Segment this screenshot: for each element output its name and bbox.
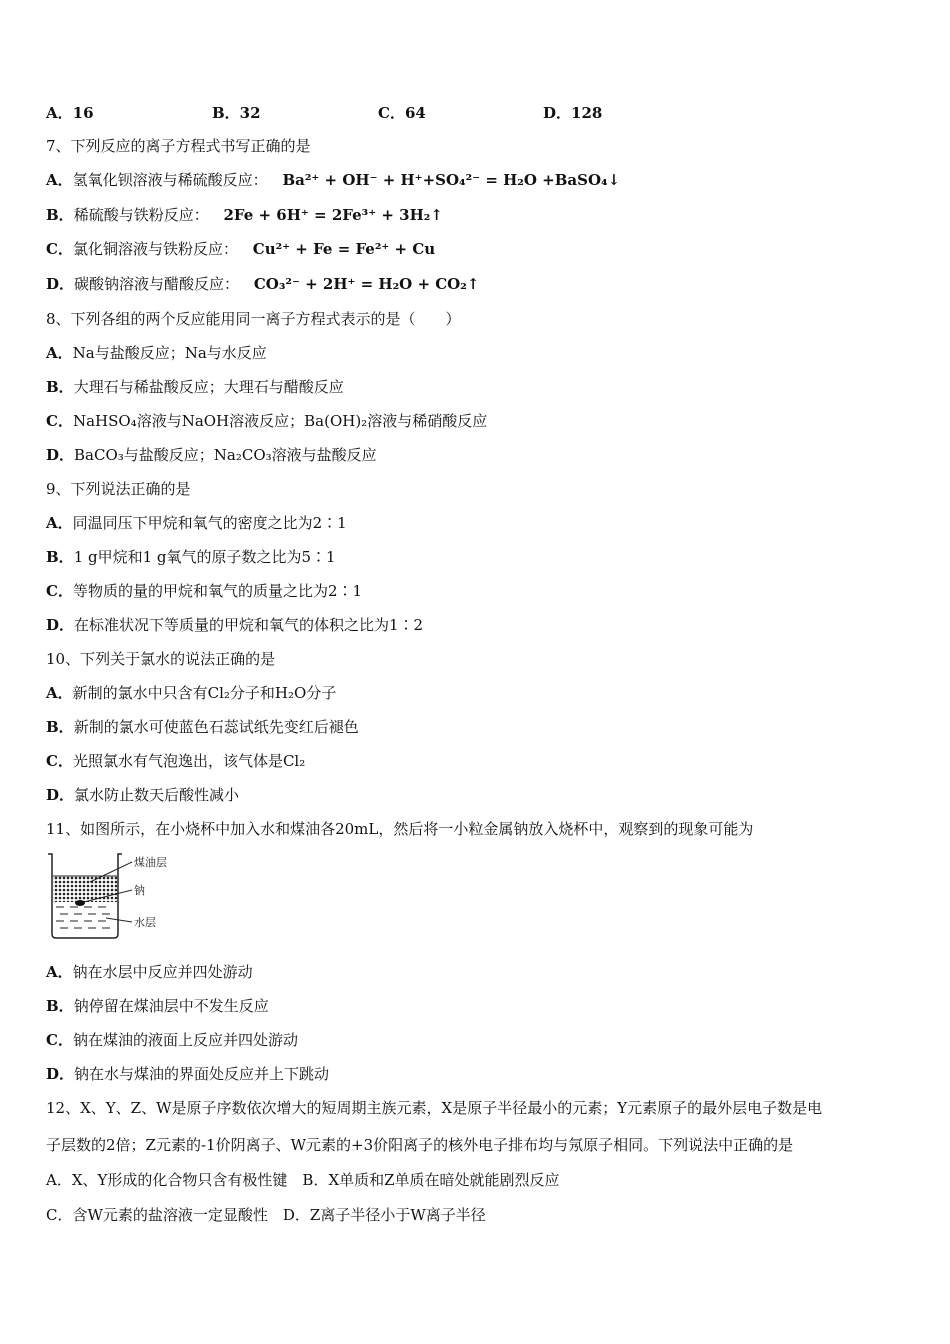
- option-text: 钠停留在煤油层中不发生反应: [73, 997, 269, 1015]
- q7-option-b: [46, 205, 443, 225]
- option-label: C．: [46, 412, 73, 430]
- option-label: B．: [46, 997, 74, 1015]
- option-label: B．: [46, 378, 74, 396]
- sodium-label: 钠: [134, 884, 145, 897]
- q8-stem: 8、下列各组的两个反应能用同一离子方程式表示的是（ ）: [46, 310, 461, 328]
- option-label: C．: [46, 1031, 73, 1049]
- q8-option-b: [46, 377, 344, 397]
- q11-option-d: [46, 1064, 329, 1084]
- q6-option-d: D．128: [543, 104, 603, 122]
- q8-option-c: [46, 411, 487, 431]
- option-label: D．: [46, 786, 75, 804]
- sodium-piece: [75, 900, 85, 906]
- option-text: 等物质的量的甲烷和氧气的质量之比为2∶1: [72, 582, 363, 600]
- q6-option-b: B．32: [212, 104, 261, 122]
- q7-option-a: [46, 170, 620, 190]
- option-text: NaHSO₄溶液与NaOH溶液反应；Ba(OH)₂溶液与稀硝酸反应: [72, 412, 488, 430]
- q6-option-a: A．16: [46, 104, 94, 122]
- option-text: 稀硫酸与铁粉反应：: [73, 206, 209, 224]
- water-label: 水层: [134, 916, 156, 929]
- option-label: A．: [46, 344, 73, 362]
- q7-stem: 7、下列反应的离子方程式书写正确的是: [46, 137, 311, 155]
- option-text: 钠在水层中反应并四处游动: [72, 963, 253, 981]
- q12-options-cd: C．含W元素的盐溶液一定显酸性 D．Z离子半径小于W离子半径: [46, 1206, 486, 1224]
- option-label: D．: [46, 275, 75, 293]
- option-text: 在标准状况下等质量的甲烷和氧气的体积之比为1∶2: [74, 616, 424, 634]
- option-text: Na与盐酸反应；Na与水反应: [72, 344, 267, 362]
- option-text: 氯水防止数天后酸性减小: [74, 786, 240, 804]
- option-label: C．: [46, 582, 73, 600]
- q10-option-a: [46, 683, 336, 703]
- ionic-equation: Cu²⁺ + Fe = Fe²⁺ + Cu: [252, 240, 436, 258]
- option-text: 钠在水与煤油的界面处反应并上下跳动: [74, 1065, 330, 1083]
- q8-option-a: [46, 343, 267, 363]
- option-label: A．: [46, 963, 73, 981]
- option-label: A．: [46, 514, 73, 532]
- option-label: C．: [46, 752, 73, 770]
- q11-option-c: [46, 1030, 298, 1050]
- q10-option-d: [46, 785, 239, 805]
- kerosene-label: 煤油层: [134, 856, 167, 869]
- q9-stem: 9、下列说法正确的是: [46, 480, 191, 498]
- option-text: 新制的氯水中只含有Cl₂分子和H₂O分子: [72, 684, 337, 702]
- option-text: 大理石与稀盐酸反应；大理石与醋酸反应: [73, 378, 344, 396]
- option-text: 同温同压下甲烷和氧气的密度之比为2∶1: [72, 514, 347, 532]
- q10-option-b: [46, 717, 359, 737]
- option-label: D．: [46, 616, 75, 634]
- q12-options-ab: A．X、Y形成的化合物只含有极性键 B．X单质和Z单质在暗处就能剧烈反应: [46, 1171, 560, 1189]
- q12-stem-line2: 子层数的2倍；Z元素的-1价阴离子、W元素的+3价阳离子的核外电子排布均与氖原子相同。下列说法中正确的是: [46, 1136, 794, 1154]
- q6-option-c: C．64: [378, 104, 426, 122]
- option-text: 1 g甲烷和1 g氧气的原子数之比为5∶1: [73, 548, 336, 566]
- option-label: D．: [46, 1065, 75, 1083]
- q11-stem: 11、如图所示，在小烧杯中加入水和煤油各20mL，然后将一小粒金属钠放入烧杯中，观察到的现象可能为: [46, 820, 754, 838]
- option-label: B．: [46, 206, 74, 224]
- q9-option-b: [46, 547, 336, 567]
- q9-option-c: [46, 581, 362, 601]
- option-label: B．: [46, 718, 74, 736]
- ionic-equation: 2Fe + 6H⁺ = 2Fe³⁺ + 3H₂↑: [223, 206, 443, 224]
- option-label: D．: [46, 446, 75, 464]
- ionic-equation: CO₃²⁻ + 2H⁺ = H₂O + CO₂↑: [253, 275, 480, 293]
- q8-option-d: [46, 445, 377, 465]
- q11-option-b: [46, 996, 269, 1016]
- q7-option-d: [46, 274, 479, 294]
- water-layer: [56, 907, 110, 928]
- q7-option-c: [46, 239, 435, 259]
- beaker-figure: [46, 852, 176, 942]
- kerosene-layer: [53, 876, 117, 902]
- option-label: B．: [46, 548, 74, 566]
- option-text: 新制的氯水可使蓝色石蕊试纸先变红后褪色: [73, 718, 359, 736]
- q10-option-c: [46, 751, 305, 771]
- q9-option-d: [46, 615, 423, 635]
- option-label: A．: [46, 171, 73, 189]
- option-text: 光照氯水有气泡逸出，该气体是Cl₂: [72, 752, 306, 770]
- q10-stem: 10、下列关于氯水的说法正确的是: [46, 650, 276, 668]
- option-text: 氯化铜溶液与铁粉反应：: [72, 240, 238, 258]
- option-text: 钠在煤油的液面上反应并四处游动: [72, 1031, 298, 1049]
- option-text: 碳酸钠溶液与醋酸反应：: [74, 275, 240, 293]
- ionic-equation: Ba²⁺ + OH⁻ + H⁺+SO₄²⁻ = H₂O +BaSO₄↓: [282, 171, 621, 189]
- option-text: BaCO₃与盐酸反应；Na₂CO₃溶液与盐酸反应: [74, 446, 377, 464]
- option-label: C．: [46, 240, 73, 258]
- beaker-diagram: [46, 852, 176, 942]
- option-text: 氢氧化钡溶液与稀硫酸反应：: [72, 171, 268, 189]
- q11-option-a: [46, 962, 253, 982]
- q9-option-a: [46, 513, 347, 533]
- option-label: A．: [46, 684, 73, 702]
- q12-stem-line1: 12、X、Y、Z、W是原子序数依次增大的短周期主族元素，X是原子半径最小的元素；Y元素原子的最外层电子数是电: [46, 1099, 823, 1117]
